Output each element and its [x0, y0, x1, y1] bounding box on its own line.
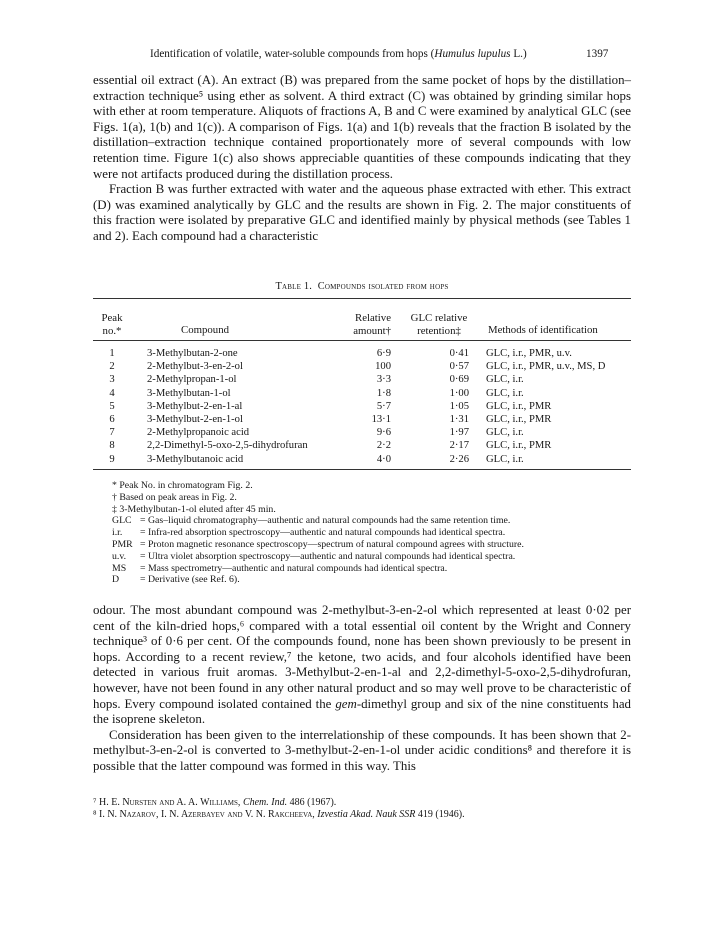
footnote: † Based on peak areas in Fig. 2.	[112, 491, 237, 503]
header-compound: Compound	[181, 324, 229, 336]
retention-cell: 0·57	[449, 361, 469, 373]
amount-cell: 2·2	[376, 440, 391, 452]
reference-number: ⁷	[93, 797, 97, 808]
reference-number: ⁸	[93, 809, 97, 820]
paragraph: Consideration has been given to the interrelationship of these compounds. It has been shown that 2-methylbut-3-en-2-ol is converted to 3-methylbut-2-en-1-ol under acidic conditions⁸ and therefore it is possible that the latter compound was formed in this way. This	[93, 727, 631, 773]
compound-cell: 3-Methylbut-2-en-1-ol	[147, 414, 243, 425]
header-title: Identification of volatile, water-soluble compounds from hops (Humulus lupulus L.)	[150, 48, 527, 60]
paragraph: essential oil extract (A). An extract (B) was prepared from the same pocket of hops by the distillation–extraction technique⁵ using ether as solvent. A third extract (C) was obtained by grinding similar hops with ether at room temperature. Aliquots of fractions A, B and C were examined by analytical GLC (see Figs. 1(a), 1(b) and 1(c)). A comparison of Figs. 1(a) and 1(b) reveals that the fraction B isolated by the distillation–extraction technique contained proportionately more of several compounds with low retention time. Figure 1(c) also shows appreciable quantities of these compounds indicating that they were not artifacts produced during the distillation process.	[93, 73, 631, 181]
peak-no-cell: 2	[109, 361, 115, 373]
peak-no-cell: 9	[109, 453, 115, 465]
header-methods: Methods of identification	[488, 324, 598, 336]
abbreviation-definition: = Derivative (see Ref. 6).	[140, 574, 240, 586]
methods-cell: GLC, i.r.	[486, 374, 524, 386]
compound-cell: 2-Methylpropan-1-ol	[147, 374, 237, 386]
table-row	[93, 427, 631, 439]
abbreviation-line	[112, 539, 632, 551]
retention-cell: 1·05	[449, 400, 469, 412]
table-row	[93, 361, 631, 373]
reference-journal: Chem. Ind.	[242, 797, 288, 808]
compound-cell: 3-Methylbutanoic acid	[147, 453, 244, 465]
footnote: ‡ 3-Methylbutan-1-ol eluted after 45 min.	[112, 503, 276, 515]
reference-journal: Izvestia Akad. Nauk SSR	[317, 809, 416, 820]
peak-no-cell: 3	[109, 374, 115, 386]
table-row	[93, 440, 631, 452]
table-top-rule	[93, 298, 631, 299]
methods-cell: GLC, i.r., PMR, u.v.	[486, 348, 572, 359]
page-number: 1397	[586, 48, 609, 60]
methods-cell: GLC, i.r., PMR	[486, 440, 552, 452]
table-row	[93, 374, 631, 386]
table-header-rule	[93, 340, 631, 341]
abbreviation-line	[112, 574, 632, 586]
retention-cell: 1·97	[449, 427, 469, 439]
peak-no-cell: 4	[109, 387, 115, 399]
paragraph: odour. The most abundant compound was 2-methylbut-3-en-2-ol which represented at least 0·02 per cent of the kiln-dried hops,⁶ compared with a total essential oil content by the Wright and Connery technique³ of 0·6 per cent. Of the compounds found, none has been shown previously to be present in hops. According to a recent review,⁷ the ketone, two acids, and four alcohols identified have been detected in various fruit aromas. 3-Methylbut-2-en-1-al and 2,2-dimethyl-5-oxo-2,5-dihydrofuran, however, have not been found in any other natural product and so may well prove to be characteristic of hops. Every compound isolated contained the gem-dimethyl group and six of the nine constituents had the isoprene skeleton.	[93, 603, 631, 727]
compound-cell: 2-Methylpropanoic acid	[147, 427, 250, 439]
methods-cell: GLC, i.r.	[486, 427, 524, 439]
compound-cell: 3-Methylbutan-1-ol	[147, 387, 231, 399]
abbreviation: PMR	[112, 538, 133, 550]
methods-cell: GLC, i.r., PMR	[486, 400, 552, 412]
header-peak: Peak no.*	[101, 312, 123, 337]
methods-cell: GLC, i.r., PMR, u.v., MS, D	[486, 361, 606, 373]
abbreviation: GLC	[112, 515, 132, 527]
methods-cell: GLC, i.r.	[486, 387, 524, 399]
bottom-text	[93, 603, 631, 775]
compound-cell: 2-Methylbut-3-en-2-ol	[147, 361, 243, 373]
table-notes	[112, 480, 632, 586]
retention-cell: 2·26	[449, 453, 469, 465]
peak-no-cell: 7	[109, 427, 115, 439]
abbreviation-line	[112, 563, 632, 575]
compound-cell: 3-Methylbut-2-en-1-al	[147, 400, 243, 412]
abbreviation-definition: = Gas–liquid chromatography—authentic and natural compounds had the same retention time.	[140, 515, 511, 527]
abbreviation-line	[112, 551, 632, 563]
methods-cell: GLC, i.r., PMR	[486, 414, 552, 425]
table-row	[93, 414, 631, 426]
table-bottom-rule	[93, 469, 631, 470]
reference-authors: I. N. Nazarov, I. N. Azerbayev and V. N. Rakcheeva,	[99, 809, 315, 820]
table-row	[93, 388, 631, 400]
table-row	[93, 401, 631, 413]
amount-cell: 3·3	[376, 374, 391, 386]
peak-no-cell: 5	[109, 400, 115, 412]
compound-cell: 2,2-Dimethyl-5-oxo-2,5-dihydrofuran	[147, 440, 308, 452]
abbreviation: u.v.	[112, 550, 127, 562]
amount-cell: 100	[375, 361, 391, 373]
reference-details: 486 (1967).	[287, 797, 337, 808]
abbreviation: D	[112, 574, 120, 586]
table-caption: Table 1. Compounds isolated from hops	[275, 281, 449, 292]
running-header	[150, 47, 620, 61]
amount-cell: 4·0	[376, 453, 391, 465]
amount-cell: 5·7	[376, 400, 391, 412]
table-row	[93, 454, 631, 466]
compound-cell: 3-Methylbutan-2-one	[147, 348, 238, 359]
reference	[93, 809, 631, 821]
retention-cell: 1·31	[449, 414, 469, 425]
abbreviation: MS	[112, 562, 127, 574]
abbreviation-definition: = Mass spectrometry—authentic and natural compounds had identical spectra.	[140, 562, 448, 574]
reference	[93, 797, 631, 809]
header-retention: GLC relative retention‡	[410, 312, 468, 337]
top-text	[93, 73, 631, 245]
retention-cell: 0·69	[449, 374, 469, 386]
retention-cell: 2·17	[449, 440, 469, 452]
amount-cell: 9·6	[376, 427, 391, 439]
methods-cell: GLC, i.r.	[486, 453, 524, 465]
reference-authors: H. E. Nursten and A. A. Williams,	[99, 797, 241, 808]
peak-no-cell: 1	[109, 348, 115, 359]
abbreviation-definition: = Infra-red absorption spectroscopy—authentic and natural compounds had identical spectra.	[140, 527, 506, 539]
abbreviation-line	[112, 515, 632, 527]
reference-details: 419 (1946).	[415, 809, 465, 820]
amount-cell: 6·9	[376, 348, 391, 359]
peak-no-cell: 6	[109, 414, 115, 425]
abbreviation: i.r.	[112, 527, 123, 539]
retention-cell: 0·41	[449, 348, 469, 359]
abbreviation-definition: = Ultra violet absorption spectroscopy—authentic and natural compounds had identical spectra.	[140, 550, 516, 562]
footnote: * Peak No. in chromatogram Fig. 2.	[112, 480, 253, 491]
abbreviation-line	[112, 527, 632, 539]
retention-cell: 1·00	[449, 387, 469, 399]
abbreviation-definition: = Proton magnetic resonance spectroscopy—spectrum of natural compound agrees with structure.	[140, 538, 524, 550]
header-amount: Relative amount†	[353, 312, 391, 337]
amount-cell: 13·1	[371, 414, 391, 425]
amount-cell: 1·8	[376, 387, 391, 399]
references	[93, 797, 631, 821]
table-row	[93, 348, 631, 360]
peak-no-cell: 8	[109, 440, 115, 452]
paragraph: Fraction B was further extracted with water and the aqueous phase extracted with ether. This extract (D) was examined analytically by GLC and the results are shown in Fig. 2. The major constituents of this fraction were isolated by preparative GLC and identified mainly by physical methods (see Tables 1 and 2). Each compound had a characteristic	[93, 182, 631, 243]
